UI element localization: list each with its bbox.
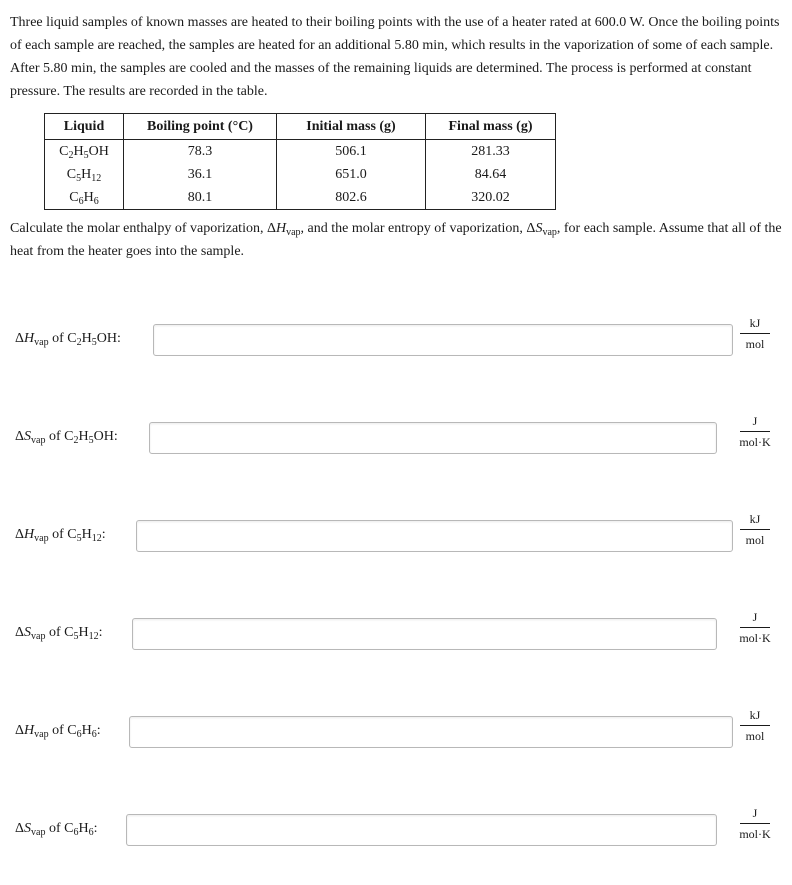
initial-mass: 802.6 bbox=[277, 186, 426, 210]
answer-label: $\Delta H_{vap}$ of $C_2H_5OH$: bbox=[15, 331, 121, 348]
entropy-pentane-input[interactable] bbox=[132, 618, 717, 650]
answer-label: $\Delta H_{vap}$ of $C_6H_6$: bbox=[15, 723, 101, 740]
unit-fraction: kJ mol bbox=[730, 316, 780, 352]
initial-mass: 651.0 bbox=[277, 163, 426, 186]
header-liquid: Liquid bbox=[45, 114, 124, 140]
enthalpy-benzene-input[interactable] bbox=[129, 716, 733, 748]
header-boiling-point: Boiling point (°C) bbox=[124, 114, 277, 140]
answer-label: $\Delta S_{vap}$ of $C_6H_6$: bbox=[15, 821, 98, 838]
liquid-formula: $C_2H_5OH$ bbox=[45, 140, 124, 164]
entropy-benzene-input[interactable] bbox=[126, 814, 717, 846]
final-mass: 320.02 bbox=[426, 186, 556, 210]
table-header-row bbox=[45, 114, 556, 140]
answer-label: $\Delta S_{vap}$ of $C_2H_5OH$: bbox=[15, 429, 118, 446]
table-row bbox=[45, 186, 556, 210]
answer-label: $\Delta H_{vap}$ of $C_5H_{12}$: bbox=[15, 527, 106, 544]
answer-label: $\Delta S_{vap}$ of $C_5H_{12}$: bbox=[15, 625, 103, 642]
liquid-formula: $C_5H_{12}$ bbox=[45, 163, 124, 186]
table-row bbox=[45, 140, 556, 164]
unit-fraction: J mol·K bbox=[739, 806, 771, 841]
boiling-point: 80.1 bbox=[124, 186, 277, 210]
answer-row-entropy-ethanol bbox=[0, 414, 792, 460]
unit-fraction: kJ mol bbox=[730, 512, 780, 548]
boiling-point: 36.1 bbox=[124, 163, 277, 186]
enthalpy-ethanol-input[interactable] bbox=[153, 324, 733, 356]
boiling-point: 78.3 bbox=[124, 140, 277, 164]
header-initial-mass: Initial mass (g) bbox=[277, 114, 426, 140]
answer-row-enthalpy-ethanol bbox=[0, 316, 792, 362]
entropy-ethanol-input[interactable] bbox=[149, 422, 717, 454]
enthalpy-pentane-input[interactable] bbox=[136, 520, 733, 552]
answer-row-enthalpy-pentane bbox=[0, 512, 792, 558]
results-table bbox=[44, 113, 556, 210]
final-mass: 281.33 bbox=[426, 140, 556, 164]
unit-fraction: J mol·K bbox=[739, 610, 771, 645]
problem-instructions: Calculate the molar enthalpy of vaporization, $\Delta H_{vap}$, and the molar entropy of vaporization, $\Delta S_{vap}$, for each sample. Assume that all of the heat from the heater goes into the sample. bbox=[10, 221, 782, 259]
unit-fraction: kJ mol bbox=[730, 708, 780, 744]
header-final-mass: Final mass (g) bbox=[426, 114, 556, 140]
initial-mass: 506.1 bbox=[277, 140, 426, 164]
unit-fraction: J mol·K bbox=[739, 414, 771, 449]
table-row bbox=[45, 163, 556, 186]
answer-row-entropy-benzene bbox=[0, 806, 792, 852]
answer-row-enthalpy-benzene bbox=[0, 708, 792, 754]
problem-intro: Three liquid samples of known masses are heated to their boiling points with the use of a heater rated at 600.0 W. Once the boiling points of each sample are reached, the samples are heated for an additional 5.80 min, which results in the vaporization of some of each sample. After 5.80 min, the samples are cooled and the masses of the remaining liquids are determined. The process is performed at constant pressure. The results are recorded in the table. bbox=[10, 15, 780, 99]
liquid-formula: $C_6H_6$ bbox=[45, 186, 124, 210]
final-mass: 84.64 bbox=[426, 163, 556, 186]
answer-row-entropy-pentane bbox=[0, 610, 792, 656]
